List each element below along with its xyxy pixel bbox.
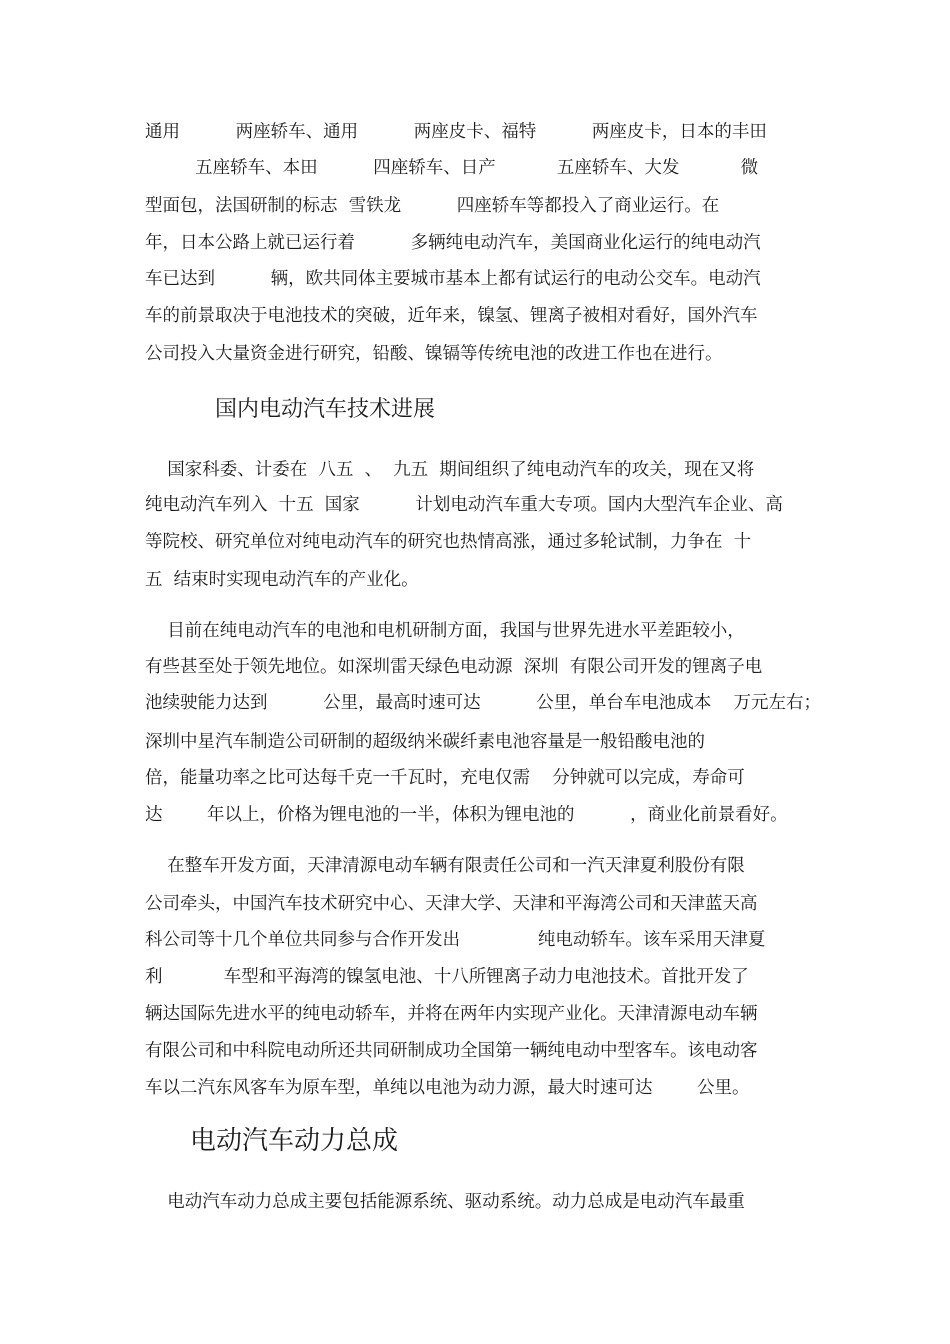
paragraph-1-line: 车的前景取决于电池技术的突破，近年来，镍氢、锂离子被相对看好，国外汽车 (145, 306, 758, 326)
paragraph-4-line: 利 车型和平海湾的镍氢电池、十八所锂离子动力电池技术。首批开发了 (145, 967, 749, 987)
paragraph-1-line: 公司投入大量资金进行研究，铅酸、镍镉等传统电池的改进工作也在进行。 (145, 344, 723, 364)
paragraph-3-line: 倍，能量功率之比可达每千克一千瓦时，充电仅需 分钟就可以完成，寿命可 (145, 768, 745, 788)
paragraph-4-line: 有限公司和中科院电动所还共同研制成功全国第一辆纯电动中型客车。该电动客 (145, 1041, 758, 1061)
paragraph-5-line: 电动汽车动力总成主要包括能源系统、驱动系统。动力总成是电动汽车最重 (145, 1192, 745, 1212)
paragraph-3-line: 有些甚至处于领先地位。如深圳雷天绿色电动源 深圳 有限公司开发的锂离子电 (145, 657, 763, 677)
section-heading-powertrain: 电动汽车动力总成 (190, 1126, 399, 1156)
paragraph-4-line: 车以二汽东风客车为原车型，单纯以电池为动力源，最大时速可达 公里。 (145, 1078, 750, 1098)
paragraph-1-line: 车已达到 辆，欧共同体主要城市基本上都有试运行的电动公交车。电动汽 (145, 269, 761, 289)
paragraph-3-line: 达 年以上，价格为锂电池的一半，体积为锂电池的 ，商业化前景看好。 (145, 805, 788, 825)
paragraph-2-line: 等院校、研究单位对纯电动汽车的研究也热情高涨，通过多轮试制，力争在 十 (145, 532, 752, 552)
paragraph-4-line: 辆达国际先进水平的纯电动轿车，并将在两年内实现产业化。天津清源电动车辆 (145, 1004, 758, 1024)
section-heading-domestic-progress: 国内电动汽车技术进展 (215, 397, 436, 422)
paragraph-3-line: 目前在纯电动汽车的电池和电机研制方面，我国与世界先进水平差距较小， (145, 621, 745, 641)
paragraph-1-line: 通用 两座轿车、通用 两座皮卡、福特 两座皮卡，日本的丰田 (145, 122, 767, 142)
paragraph-3-line: 池续驶能力达到 公里，最高时速可达 公里，单台车电池成本 万元左右； (145, 693, 822, 713)
paragraph-1-line: 型面包，法国研制的标志 雪铁龙 四座轿车等都投入了商业运行。在 (145, 196, 720, 216)
paragraph-1-line: 五座轿车、本田 四座轿车、日产 五座轿车、大发 微 (145, 158, 759, 178)
paragraph-4-line: 科公司等十几个单位共同参与合作开发出 纯电动轿车。该车采用天津夏 (145, 930, 766, 950)
paragraph-3-line: 深圳中星汽车制造公司研制的超级纳米碳纤素电池容量是一般铅酸电池的 (145, 732, 705, 752)
paragraph-1-line: 年，日本公路上就已运行着 多辆纯电动汽车，美国商业化运行的纯电动汽 (145, 233, 761, 253)
paragraph-2-line: 国家科委、计委在 八五 、 九五 期间组织了纯电动汽车的攻关，现在又将 (145, 460, 755, 480)
paragraph-4-line: 公司牵头，中国汽车技术研究中心、天津大学、天津和平海湾公司和天津蓝天高 (145, 894, 758, 914)
paragraph-2-line: 五 结束时实现电动汽车的产业化。 (145, 570, 419, 590)
paragraph-2-line: 纯电动汽车列入 十五 国家 计划电动汽车重大专项。国内大型汽车企业、高 (145, 495, 783, 515)
paragraph-4-line: 在整车开发方面，天津清源电动车辆有限责任公司和一汽天津夏利股份有限 (145, 856, 745, 876)
